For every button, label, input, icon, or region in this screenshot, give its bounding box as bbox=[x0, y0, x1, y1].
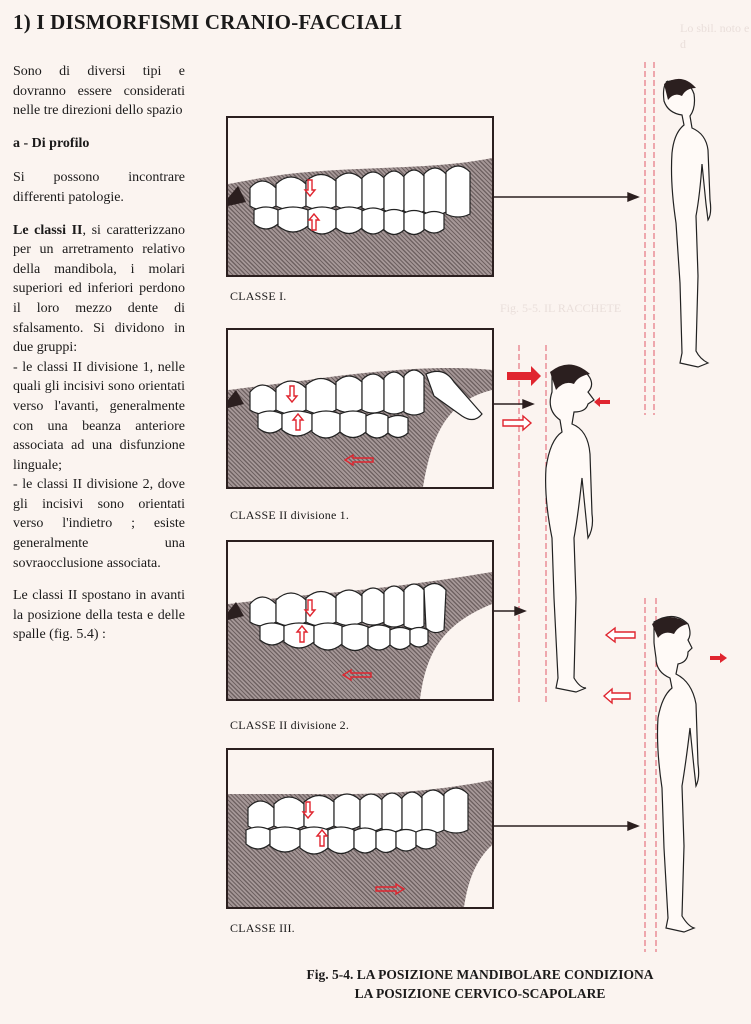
classi-ii-div1: - le classi II divisione 1, nelle quali gli incisivi sono orientati verso l'avanti, generalmente con una beanza anteriore associata ad una disfunzione linguale; bbox=[13, 359, 185, 473]
classi-ii-term: Le classi II bbox=[13, 222, 83, 238]
standing-figure-classe-ii bbox=[546, 364, 594, 692]
standing-figure-classe-i bbox=[664, 79, 711, 367]
section-heading: a - Di profilo bbox=[13, 135, 90, 151]
caption-classe-i: CLASSE I. bbox=[230, 289, 287, 303]
caption-classe-ii-div1: CLASSE II divisione 1. bbox=[230, 508, 350, 522]
caption-classe-ii-div2: CLASSE II divisione 2. bbox=[230, 718, 350, 732]
classi-ii-description: , si caratterizzano per un arretramento relativo della mandibola, i molari superiori ed inferiori perdono il loro mezzo dente di sfalsamento. Si dividono in due gruppi: bbox=[13, 222, 186, 356]
figure-caption-line2: LA POSIZIONE CERVICO-SCAPOLARE bbox=[354, 986, 606, 1001]
red-posture-arrows bbox=[503, 366, 727, 703]
classi-ii-div2: - le classi II divisione 2, dove gli incisivi sono orientati verso l'indietro ; esiste generalmente una sovraocclusione associata. bbox=[13, 477, 185, 571]
figure-caption-line1: Fig. 5-4. LA POSIZIONE MANDIBOLARE CONDIZIONA bbox=[306, 967, 654, 982]
standing-figure-classe-iii bbox=[652, 616, 699, 932]
page-title: 1) I DISMORFISMI CRANIO-FACCIALI bbox=[13, 10, 403, 34]
paragraph-spostano: Le classi II spostano in avanti la posizione della testa e delle spalle (fig. 5.4) : bbox=[13, 588, 185, 643]
paragraph-intro: Sono di diversi tipi e dovranno essere considerati nelle tre direzioni dello spazio bbox=[13, 64, 185, 119]
paragraph-patologie: Si possono incontrare differenti patologie. bbox=[13, 170, 185, 205]
figure-caption bbox=[230, 965, 730, 1003]
caption-classe-iii: CLASSE III. bbox=[230, 921, 295, 935]
